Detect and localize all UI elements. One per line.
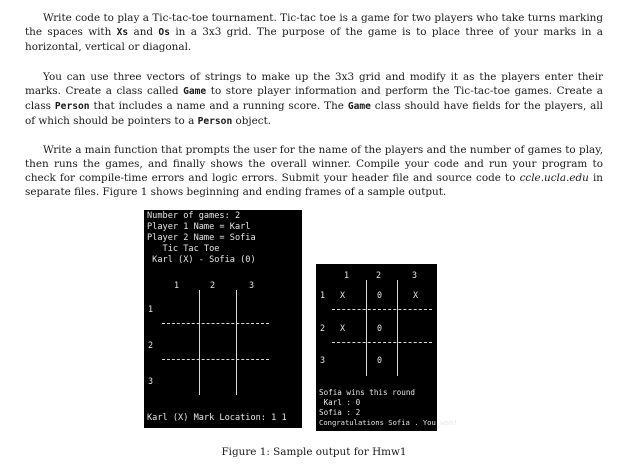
col-label: 3	[249, 280, 255, 290]
board-cell: X	[340, 290, 346, 300]
text-span: Write a main function that prompts the user for the name of the players and the number of games to play, then runs the games, and finally shows the overall winner. Compile your code and run your program to check for compile-time errors and logic errors. Submit your header file and source code to	[25, 144, 603, 184]
paragraph-intro	[25, 11, 603, 54]
text-span: in separate files. Figure 1 shows beginning and ending frames of a sample output.	[25, 172, 603, 198]
figure-caption: Figure 1: Sample output for Hmw1	[221, 446, 407, 458]
board-cell: 0	[377, 323, 383, 333]
grid-line	[397, 280, 398, 376]
text-span: object.	[232, 115, 272, 127]
code-person: Person	[54, 101, 90, 112]
grid-line	[236, 290, 237, 395]
submission-site: ccle.ucla.edu	[519, 172, 589, 184]
header-line: Karl (X) - Sofia (0)	[147, 255, 256, 265]
board-cell: 0	[377, 290, 383, 300]
row-label: 3	[148, 376, 154, 386]
col-label: 2	[210, 280, 216, 290]
terminal-start-frame	[144, 210, 302, 428]
col-label: 1	[344, 270, 350, 280]
grid-line	[332, 342, 432, 343]
grid-line	[332, 309, 432, 310]
code-person: Person	[197, 116, 233, 127]
row-label: 1	[320, 290, 326, 300]
col-label: 3	[412, 270, 418, 280]
grid-line	[199, 290, 200, 395]
board-cell: 0	[377, 355, 383, 365]
code-game: Game	[347, 101, 371, 112]
code-game: Game	[183, 86, 207, 97]
text-span: that includes a name and a running score. The	[89, 100, 348, 112]
header-line: Player 1 Name = Karl	[147, 222, 251, 232]
col-label: 1	[174, 280, 180, 290]
paragraph-classes	[25, 70, 603, 129]
result-line: Karl : 0	[319, 398, 361, 407]
text-span: and	[128, 26, 159, 38]
terminal-end-frame	[316, 264, 458, 431]
header-line: Number of games: 2	[147, 211, 241, 221]
text-span: to store player information and perform the Tic-tac-toe games. Create a class	[25, 85, 603, 112]
text-span: You can use three vectors of strings to make up the 3x3 grid and modify it as the players enter their marks. Create a class called	[25, 71, 603, 97]
row-label: 1	[148, 304, 154, 314]
grid-line	[162, 323, 269, 324]
code-os: Os	[158, 27, 170, 38]
result-line: Sofia wins this round	[319, 388, 416, 397]
header-line: Tic Tac Toe	[147, 244, 220, 254]
prompt-line: Karl (X) Mark Location: 1 1	[147, 413, 287, 423]
text-span: Write code to play a Tic-tac-toe tournament. Tic-tac toe is a game for two players who take turns marking the spaces with	[25, 12, 603, 38]
board-cell: X	[413, 290, 419, 300]
col-label: 2	[376, 270, 382, 280]
board-cell: X	[340, 323, 346, 333]
grid-line	[366, 280, 367, 376]
paragraph-main-function	[25, 143, 603, 199]
result-line: Sofia : 2	[319, 408, 361, 417]
grid-line	[162, 359, 269, 360]
header-line: Player 2 Name = Sofia	[147, 233, 256, 243]
code-xs: Xs	[116, 27, 129, 38]
result-line: Congratulations Sofia . You won!	[319, 418, 458, 427]
row-label: 3	[320, 355, 326, 365]
text-span: in a 3x3 grid. The purpose of the game is to place three of your marks in a horizontal, vertical or diagonal.	[25, 26, 603, 53]
row-label: 2	[148, 340, 154, 350]
row-label: 2	[320, 323, 326, 333]
text-span: class should have fields for the players, all of which should be pointers to a	[25, 100, 604, 127]
